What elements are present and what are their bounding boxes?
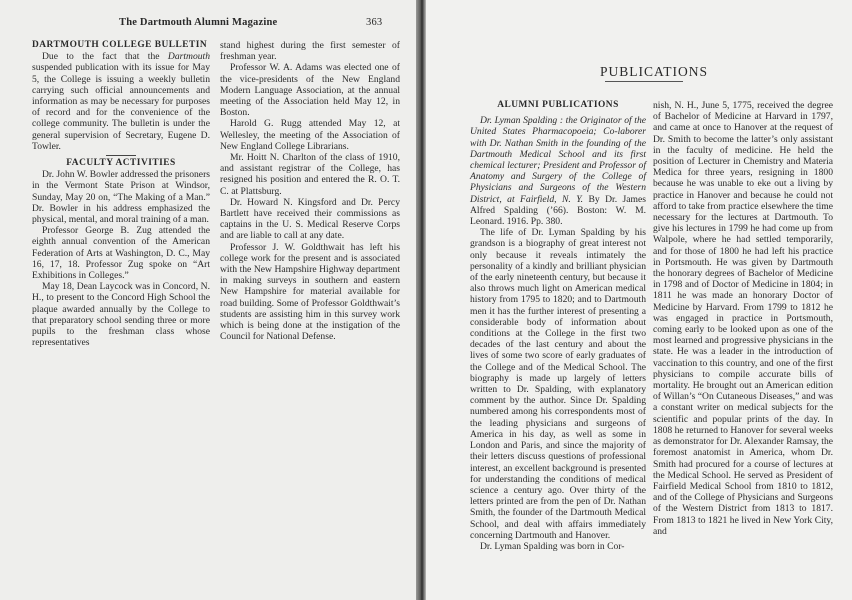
left-column-2 (220, 40, 400, 342)
alumni-publications-heading: ALUMNI PUBLICATIONS (497, 100, 619, 110)
faculty-paragraph-5: Harold G. Rugg attended May 12, at Wellesley, the meeting of the Association of New England College Librarians. (220, 118, 400, 152)
faculty-paragraph-7: Dr. Howard N. Kingsford and Dr. Percy Bartlett have received their commissions as captains in the U. S. Medical Reserve Corps and are liable to call at any date. (220, 196, 400, 242)
review-paragraph-1: The life of Dr. Lyman Spalding by his grandson is a biography of great interest not only because it reveals intimately the personality of a kindly and brilliant physician of the early nineteenth century, but because it also throws much light on American medical history from 1795 to 1820; and to Dartmouth men it has the further interest of presenting a considerable body of information about conditions at the College in the first two decades of the last century and about the lives of some two score of early graduates of the College and of the Medical School. The biography is made up largely of letters written to Dr. Spalding, with explanatory comment by the author. Since Dr. Spalding numbered among his correspondents most of the leading physicians and surgeons of America in his day, as well as some in London and Paris, and since the majority of their letters discuss questions of professional interest, an excellent background is presented for understanding the conditions of medical science a century ago. Over thirty of the letters printed are from the pen of Dr. Nathan Smith, the founder of the Dartmouth Medical School, and deal with affairs immediately concerning Dartmouth and Hanover. (470, 227, 646, 541)
book-citation (470, 115, 646, 227)
right-column-2 (653, 100, 833, 537)
faculty-paragraph-6: Mr. Hoitt N. Charlton of the class of 1910, and assistant registrar of the College, has resigned his position and entered the R. O. T. C. at Plattsburg. (220, 152, 400, 197)
faculty-paragraph-continued: stand highest during the first semester of freshman year. (220, 40, 400, 63)
review-paragraph-2: Dr. Lyman Spalding was born in Cor- (480, 540, 625, 552)
faculty-paragraph-8: Professor J. W. Goldthwait has left his college work for the present and is associated with the New Hampshire Highway department in making surveys in southern and eastern New Hampshire for material available for road building. Some of Professor Goldthwait’s students are assisting him in this survey work which is being done at the instigation of the Council for National Defense. (220, 241, 400, 343)
faculty-paragraph-2: Professor George B. Zug attended the eighth annual convention of the American Federation of Arts at Washington, D. C., May 16, 17, 18. Professor Zug spoke on “Art Exhibitions in Colleges.” (32, 225, 210, 282)
faculty-paragraph-3: May 18, Dean Laycock was in Concord, N. H., to present to the Concord High School the plaque awarded annually by the College to that preparatory school sending three or more pupils to the freshman class whose representatives (32, 281, 210, 349)
title-underline (605, 81, 683, 82)
bulletin-paragraph: Due to the fact that the Dartmouth suspended publication with its issue for May 5, the College is issuing a weekly bulletin carrying such official announcements and information as may be necessary for purposes of record and for the convenience of the college community. The bulletin is under the general supervision of Secretary, Eugene D. Towler. (32, 51, 210, 152)
bulletin-heading: DARTMOUTH COLLEGE BULLETIN (32, 40, 208, 50)
running-head-title: The Dartmouth Alumni Magazine (119, 17, 278, 28)
book-byline: By Dr. James Alfred Spalding (’66). Boston: W. M. Leonard. 1916. Pp. 380. (470, 193, 646, 228)
faculty-paragraph-1: Dr. John W. Bowler addressed the prisoners in the Vermont State Prison at Windsor, Sunday, May 20 on, “The Making of a Man.” Dr. Bowler in his address emphasized the physical, mental, and moral training of a man. (32, 169, 210, 226)
book-title: Dr. Lyman Spalding : the Originator of the United States Pharmacopoeia; Co-laborer with Dr. Nathan Smith in the founding of the Dartmouth Medical School and its first chemical lecturer; President and Professor of Anatomy and Surgery of the College of Physicians and Surgeons of the Western District, at Fairfield, N. Y. (470, 115, 646, 205)
book-spine (416, 0, 426, 600)
right-column-1 (470, 100, 646, 552)
faculty-paragraph-4: Professor W. A. Adams was elected one of the vice-presidents of the New England Modern Language Association, at the annual meeting of the Association held May 12, in Boston. (220, 62, 400, 119)
page-number: 363 (366, 17, 383, 28)
publications-title: PUBLICATIONS (600, 64, 709, 79)
left-page (0, 0, 416, 600)
faculty-heading: FACULTY ACTIVITIES (66, 158, 176, 169)
left-column-1 (32, 40, 210, 348)
section-divider (106, 155, 136, 156)
review-paragraph-continued: nish, N. H., June 5, 1775, received the degree of Bachelor of Medicine at Harvard in 1797, and came at once to Hanover at the request of Dr. Smith to become the latter’s only assistant in the faculty of medicine. He held the position of Lecturer in Chemistry and Materia Medica for three years, resigning in 1800 because he was unable to eke out a living by practice in Hanover and because he could not afford to take from practice elsewhere the time necessary for the lectures at Dartmouth. To give his lectures in 1799 he had come up from Walpole, where he had settled temporarily, and for those of 1800 he had left his practice in Portsmouth. He was given by Dartmouth the honorary degrees of Bachelor of Medicine in 1798 and of Doctor of Medicine in 1804; in 1811 he was made an honorary Doctor of Medicine by Harvard. From 1799 to 1812 he was engaged in practice in Portsmouth, coming early to be looked upon as one of the most learned and progressive physicians in the state. He was a leader in the introduction of vaccination to this country, and one of the first physicians to compile accurate bills of mortality. He brought out an American edition of Willan’s “On Cutaneous Diseases,” and was a constant writer on medical subjects for the scientific and popular prints of the day. In 1808 he returned to Hanover for several weeks as demonstrator for Dr. Alexander Ramsay, the foremost anatomist in America, whom Dr. Smith had procured for a course of lectures at the Medical School. He served as President of Fairfield Medical School from 1810 to 1812, and of the College of Physicians and Surgeons of the Western District from 1813 to 1817. From 1813 to 1821 he lived in New York City, and (653, 100, 834, 537)
